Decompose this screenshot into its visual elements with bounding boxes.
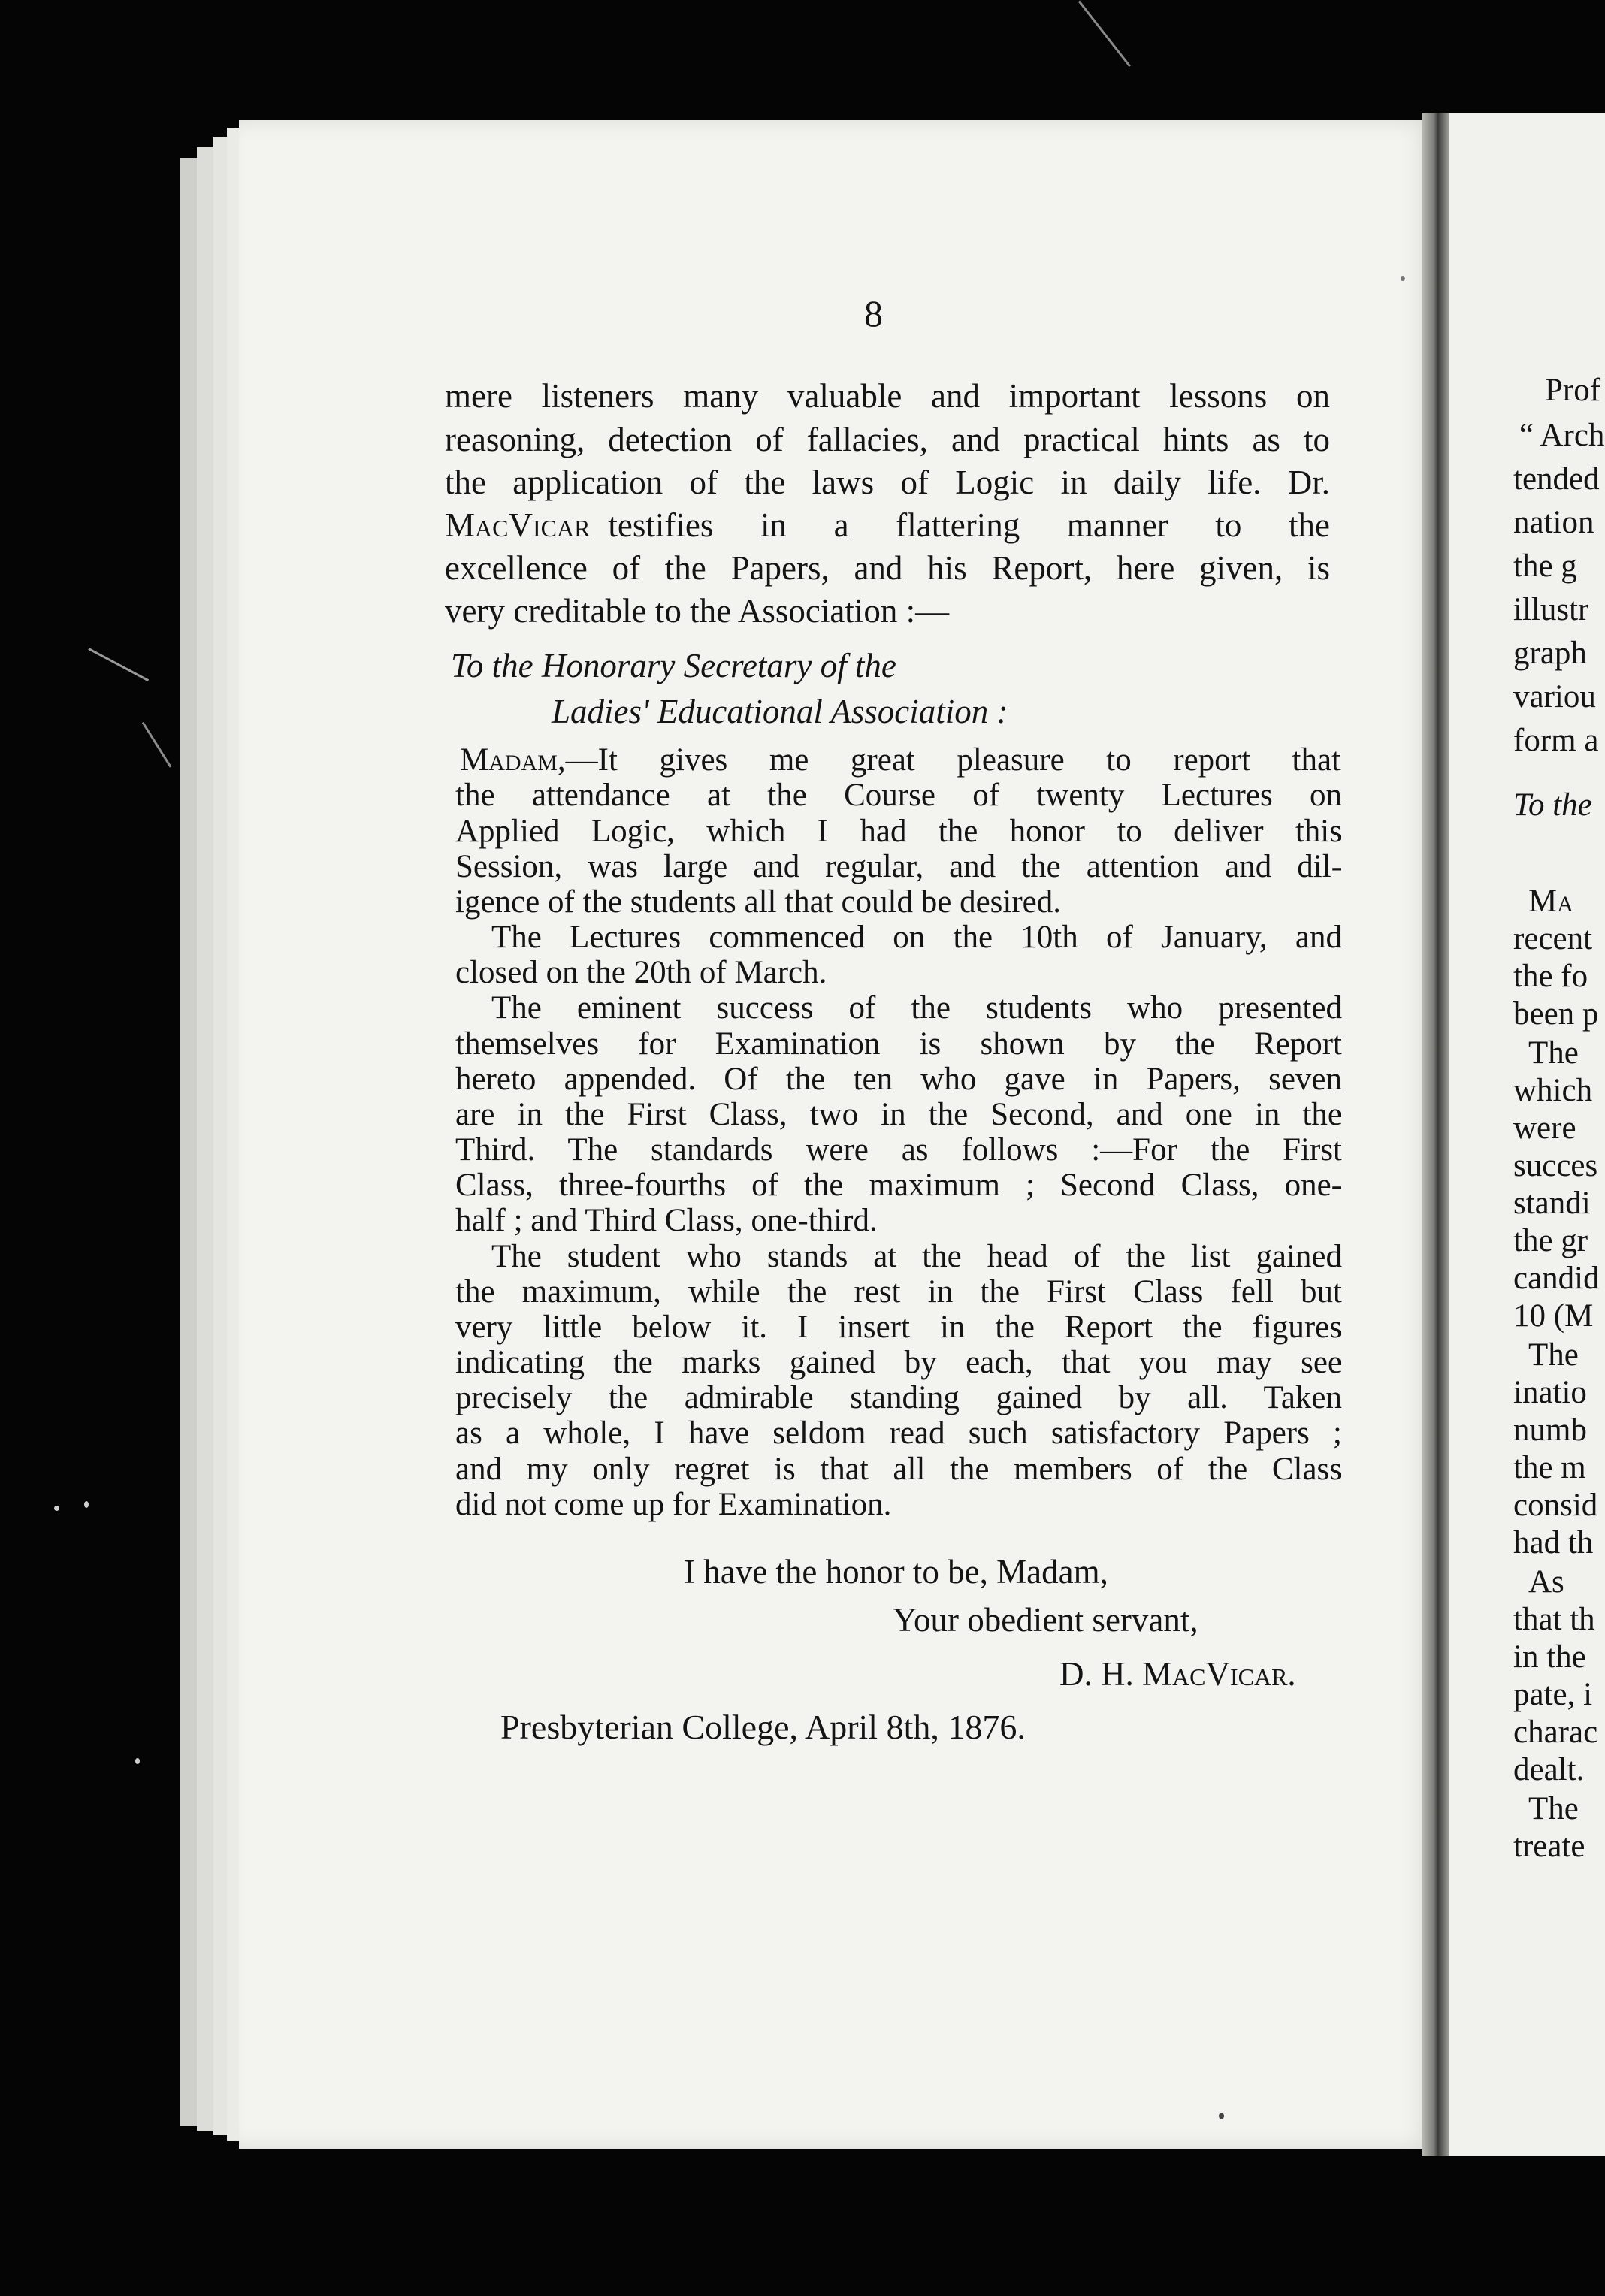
address-line: To the Honorary Secretary of the (451, 647, 896, 684)
letter-line: closed on the 20th of March. (455, 955, 827, 990)
letter-line: Third. The standards were as follows :—For the First (455, 1132, 1342, 1168)
letter-line: The student who stands at the head of the list gained (491, 1239, 1342, 1274)
right-page-line: Prof (1545, 373, 1601, 408)
intro-line: the application of the laws of Logic in daily life. Dr. (445, 464, 1330, 501)
letter-first-line (460, 744, 1341, 776)
salutation: Madam, (460, 742, 566, 778)
letter-line: half ; and Third Class, one-third. (455, 1203, 878, 1238)
letter-line: did not come up for Examination. (455, 1487, 892, 1522)
dateline: Presbyterian College, April 8th, 1876. (500, 1708, 1026, 1746)
right-page-line: The (1528, 1791, 1579, 1826)
intro-line: reasoning, detection of fallacies, and practical hints as to (445, 421, 1330, 458)
right-page-line: been p (1513, 996, 1599, 1032)
dust-speck (1401, 276, 1405, 281)
closing-line: I have the honor to be, Madam, (684, 1553, 1108, 1591)
scan-scratch (142, 722, 172, 768)
dust-speck (54, 1506, 59, 1511)
author-name: MacVicar (445, 506, 591, 544)
right-page-line: candid (1513, 1261, 1600, 1296)
right-page-line: As (1528, 1564, 1564, 1600)
right-page-line: had th (1513, 1525, 1594, 1560)
right-page-line: “ Arch (1519, 418, 1605, 453)
page-number: 8 (864, 292, 883, 334)
right-page-line: form a (1513, 723, 1599, 758)
dust-speck (135, 1758, 140, 1764)
right-page-line: were (1513, 1110, 1576, 1146)
right-page-line: that th (1513, 1602, 1595, 1637)
right-page-line: dealt. (1513, 1752, 1585, 1787)
scan-scratch (1078, 1, 1131, 68)
right-page-line: consid (1513, 1488, 1598, 1523)
right-page-line: To the (1513, 787, 1592, 823)
right-page-line: 10 (M (1513, 1298, 1594, 1334)
letter-line: are in the First Class, two in the Second, and one in the (455, 1097, 1342, 1132)
right-page-line: charac (1513, 1714, 1598, 1750)
intro-line: very creditable to the Association :— (445, 592, 950, 630)
intro-line-text: testifies in a flattering manner to the (608, 506, 1330, 544)
letter-line: hereto appended. Of the ten who gave in Papers, seven (455, 1062, 1342, 1097)
letter-line-text: —It gives me great pleasure to report that (565, 742, 1341, 778)
right-page-line: The (1528, 1337, 1579, 1373)
letter-line: Class, three-fourths of the maximum ; Second Class, one- (455, 1168, 1342, 1203)
right-page-line: pate, i (1513, 1677, 1593, 1712)
intro-line-with-name (445, 506, 1330, 544)
intro-line: excellence of the Papers, and his Report, here given, is (445, 549, 1330, 587)
dust-speck (84, 1501, 89, 1508)
signature: D. H. MacVicar. (1059, 1655, 1296, 1693)
letter-line: Session, was large and regular, and the attention and dil- (455, 849, 1342, 884)
letter-line: precisely the admirable standing gained by all. Taken (455, 1380, 1342, 1415)
right-page-line: The (1528, 1035, 1579, 1071)
letter-line: as a whole, I have seldom read such satisfactory Papers ; (455, 1415, 1342, 1451)
letter-line: and my only regret is that all the members of the Class (455, 1452, 1342, 1487)
letter-line: indicating the marks gained by each, that you may see (455, 1345, 1342, 1380)
letter-line: igence of the students all that could be desired. (455, 884, 1061, 920)
right-page-line: tended (1513, 461, 1600, 497)
right-page-line: the gr (1513, 1223, 1588, 1258)
right-page-line: Ma (1528, 884, 1573, 919)
scan-scratch (88, 648, 149, 681)
closing-line: Your obedient servant, (893, 1601, 1198, 1639)
right-page-line: in the (1513, 1639, 1586, 1675)
right-page-line: graph (1513, 636, 1587, 671)
right-page-line: nation (1513, 505, 1594, 540)
book-gutter (1422, 113, 1449, 2156)
letter-line: Applied Logic, which I had the honor to deliver this (455, 814, 1342, 849)
right-page-line: which (1513, 1073, 1593, 1108)
right-page-line: standi (1513, 1186, 1591, 1221)
right-page-line: the g (1513, 548, 1577, 584)
right-page-line: treate (1513, 1829, 1585, 1864)
letter-line: the maximum, while the rest in the First Class fell but (455, 1274, 1342, 1310)
dust-speck (1219, 2113, 1224, 2119)
letter-line: the attendance at the Course of twenty Lectures on (455, 778, 1342, 813)
address-line: Ladies' Educational Association : (552, 693, 1008, 730)
right-page-line: variou (1513, 679, 1596, 714)
right-page-line: the m (1513, 1450, 1586, 1485)
intro-line: mere listeners many valuable and important lessons on (445, 377, 1330, 415)
right-page-line: the fo (1513, 959, 1588, 994)
letter-line: The eminent success of the students who presented (491, 990, 1342, 1026)
letter-line: The Lectures commenced on the 10th of January, and (491, 920, 1342, 955)
right-page-line: succes (1513, 1148, 1598, 1183)
letter-line: very little below it. I insert in the Report the figures (455, 1310, 1342, 1345)
right-page-line: recent (1513, 921, 1593, 956)
right-page-line: illustr (1513, 592, 1589, 627)
right-page-line: numb (1513, 1412, 1587, 1448)
letter-line: themselves for Examination is shown by the Report (455, 1026, 1342, 1062)
right-page-line: inatio (1513, 1375, 1587, 1410)
